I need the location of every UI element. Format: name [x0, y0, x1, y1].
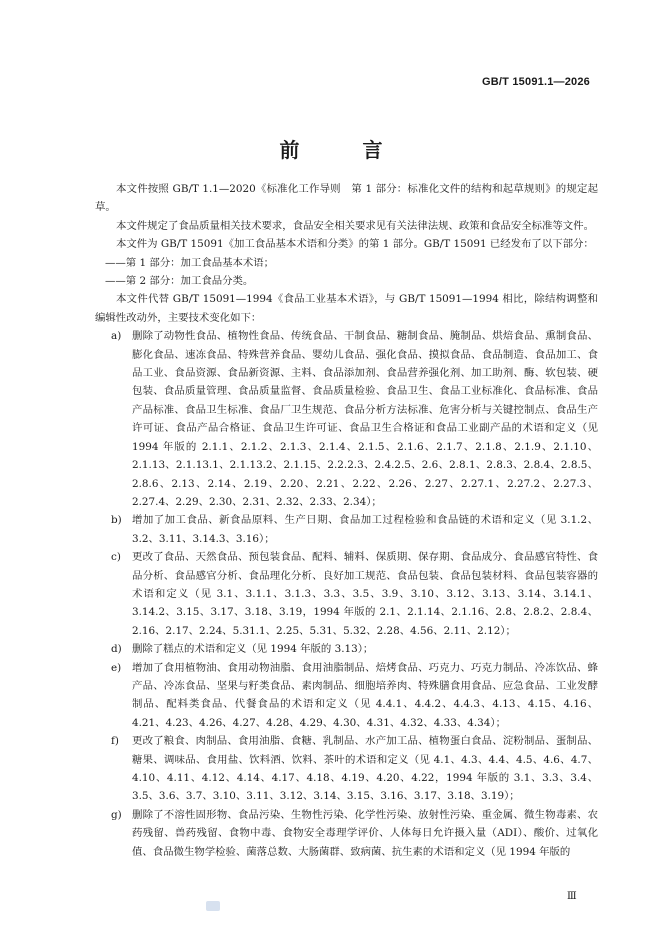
list-item: [95, 548, 598, 640]
list-item: [95, 640, 598, 658]
list-item-label: c): [111, 551, 121, 564]
list-item-label: a): [111, 330, 122, 343]
standard-number: GB/T 15091.1—2026: [482, 76, 590, 88]
list-item: [95, 327, 598, 511]
paragraph: 本文件为 GB/T 15091《加工食品基本术语和分类》的第 1 部分。GB/T 15091 已经发布了以下部分：: [116, 238, 594, 251]
list-item-text: 更改了食品、天然食品、预包装食品、配料、辅料、保质期、保存期、食品成分、食品感官特性、食品分析、食品感官分析、食品理化分析、良好加工规范、食品包装、食品包装材料、食品包装容器的术语和定义（见 3.1、3.1.1、3.1.3、3.3、3.5、3.9、3.10、3.12、3.13、3.14、3.14.1、3.14.2、3.15、3.17、3.18、3.19，1994 年版的 2.1、2.1.14、2.1.16、2.8、2.8.2、2.8.4、2.16、2.17、2.24、5.31.1、2.25、5.31、5.32、2.28、4.56、2.11、2.12）；: [132, 551, 598, 637]
list-item: [95, 732, 598, 806]
paragraph: 本文件规定了食品质量相关技术要求，食品安全相关要求见有关法律法规、政策和食品安全标准等文件。: [116, 219, 594, 232]
document-body: [95, 180, 598, 861]
page-title: 前 言: [279, 138, 411, 162]
list-item-text: 增加了加工食品、新食品原料、生产日期、食品加工过程检验和食品链的术语和定义（见 3.1.2、3.2、3.11、3.14.3、3.16）；: [132, 514, 598, 545]
list-item: [95, 659, 598, 733]
watermark-logo: [206, 901, 220, 911]
list-item-text: 更改了粮食、肉制品、食用油脂、食糖、乳制品、水产加工品、植物蛋白食品、淀粉制品、蛋制品、糖果、调味品、食用盐、饮料酒、饮料、茶叶的术语和定义（见 4.1、4.3、4.4、4.5、4.6、4.7、4.10、4.11、4.12、4.14、4.17、4.18、4.19、4.20、4.22，1994 年版的 3.1、3.3、3.4、3.5、3.6、3.7、3.10、3.11、3.12、3.14、3.15、3.16、3.17、3.18、3.19）；: [132, 735, 598, 803]
list-item-label: f): [111, 735, 119, 748]
paragraph: 本文件按照 GB/T 1.1—2020《标准化工作导则 第 1 部分：标准化文件的结构和起草规则》的规定起草。: [95, 183, 598, 214]
paragraph: 本文件代替 GB/T 15091—1994《食品工业基本术语》，与 GB/T 15091—1994 相比，除结构调整和编辑性改动外，主要技术变化如下：: [95, 293, 598, 324]
list-item-label: b): [111, 514, 122, 527]
list-item: [95, 806, 598, 861]
dash-item: ——第 1 部分：加工食品基本术语；: [105, 256, 275, 269]
page-number: Ⅲ: [567, 891, 577, 902]
list-item-label: d): [111, 643, 122, 656]
list-item-text: 删除了不溶性固形物、食品污染、生物性污染、化学性污染、放射性污染、重金属、微生物毒素、农药残留、兽药残留、食物中毒、食物安全毒理学评价、人体每日允许摄入量（ADI）、酸价、过氧化值、食品微生物学检验、菌落总数、大肠菌群、致病菌、抗生素的术语和定义（见 1994 年版的: [132, 808, 598, 858]
list-item-label: g): [111, 808, 122, 821]
list-item-text: 删除了糕点的术语和定义（见 1994 年版的 3.13）；: [132, 643, 374, 656]
list-item-label: e): [111, 661, 122, 674]
list-item-text: 删除了动物性食品、植物性食品、传统食品、干制食品、糖制食品、腌制品、烘焙食品、熏制食品、膨化食品、速冻食品、特殊营养食品、婴幼儿食品、强化食品、摸拟食品、食品制造、食品加工、食品工业、食品资源、食品新资源、主料、食品添加剂、食品营养强化剂、加工助剂、酶、软包装、硬包装、食品质量管理、食品质量监督、食品质量检验、食品卫生、食品工业标准化、食品标准、食品产品标准、食品卫生标准、食品厂卫生规范、食品分析方法标准、危害分析与关键控制点、食品生产许可证、食品产品合格证、食品卫生许可证、食品卫生合格证和食品工业副产品的术语和定义（见 1994 年版的 2.1.1、2.1.2、2.1.3、2.1.4、2.1.5、2.1.6、2.1.7、2.1.8、2.1.9、2.1.10、2.1.13、2.1.13.1、2.1.13.2、2.1.15、2.2.2.3、2.4.2.5、2.6、2.8.1、2.8.3、2.8.4、2.8.5、2.8.6、2.13、2.14、2.19、2.20、2.21、2.22、2.26、2.27、2.27.1、2.27.2、2.27.3、2.27.4、2.29、2.30、2.31、2.32、2.33、2.34）；: [132, 330, 598, 508]
dash-item: ——第 2 部分：加工食品分类。: [105, 275, 254, 288]
list-item: [95, 511, 598, 548]
list-item-text: 增加了食用植物油、食用动物油脂、食用油脂制品、焙烤食品、巧克力、巧克力制品、冷冻饮品、蜂产品、冷冻食品、坚果与籽类食品、素肉制品、细胞培养肉、特殊膳食用食品、应急食品、工业发酵制品、配料类食品、代餐食品的术语和定义（见 4.4.1、4.4.2、4.4.3、4.13、4.15、4.16、4.21、4.23、4.26、4.27、4.28、4.29、4.30、4.31、4.32、4.33、4.34）；: [132, 661, 598, 729]
